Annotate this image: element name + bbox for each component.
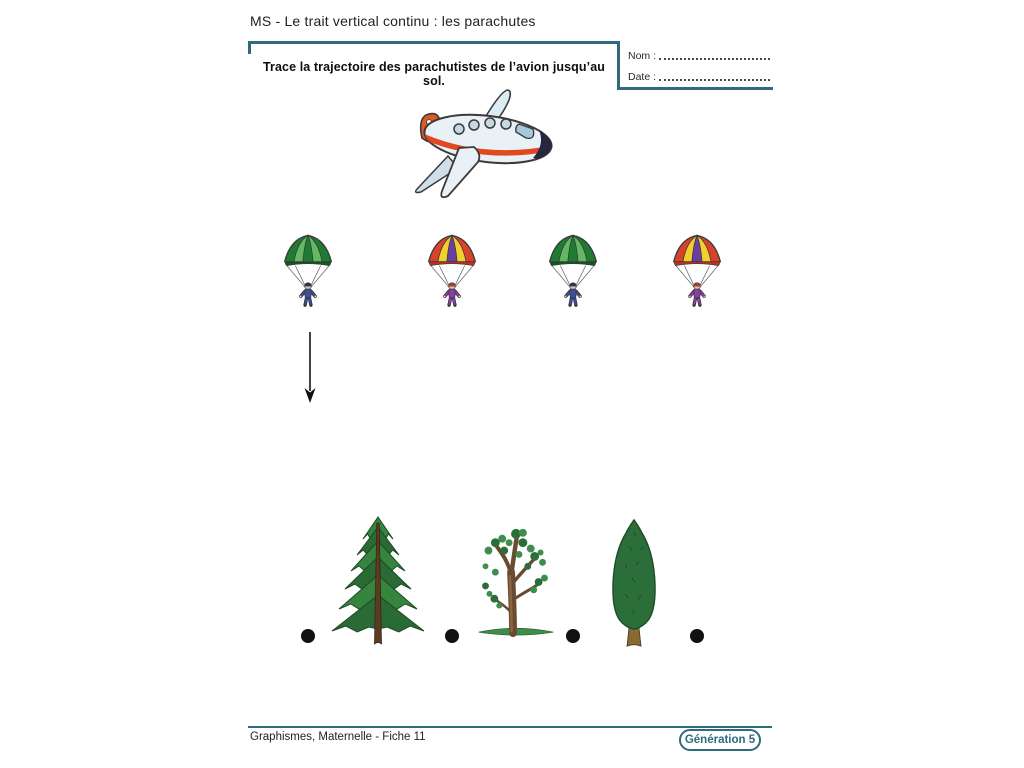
name-box-left-rule bbox=[617, 41, 620, 90]
parachute-icon bbox=[421, 232, 483, 310]
footer-text: Graphismes, Maternelle - Fiche 11 bbox=[250, 731, 426, 743]
airplane-illustration bbox=[412, 88, 562, 208]
fir-tree-icon bbox=[328, 513, 428, 648]
name-write-line bbox=[659, 58, 770, 60]
name-box-bottom-rule bbox=[617, 87, 773, 90]
header-left-tick bbox=[248, 41, 251, 54]
date-write-line bbox=[659, 79, 770, 81]
landing-dot-4 bbox=[690, 629, 704, 643]
instruction-text: Trace la trajectoire des parachutistes de l’avion jusqu’au sol. bbox=[262, 60, 606, 88]
parachutist-1-green bbox=[277, 232, 339, 310]
example-trace-arrow bbox=[303, 331, 317, 404]
parachutist-2-multicolor bbox=[421, 232, 483, 310]
name-label: Nom : bbox=[628, 50, 657, 62]
parachutist-3-green bbox=[542, 232, 604, 310]
footer-rule bbox=[248, 726, 772, 728]
parachute-icon bbox=[277, 232, 339, 310]
header-top-rule bbox=[248, 41, 620, 44]
airplane-icon bbox=[412, 88, 562, 208]
date-field-row bbox=[628, 68, 770, 83]
parachute-icon bbox=[666, 232, 728, 310]
name-field-row bbox=[628, 47, 770, 62]
parachutist-4-multicolor bbox=[666, 232, 728, 310]
deciduous-tree-illustration bbox=[471, 523, 561, 641]
cypress-tree-illustration bbox=[599, 517, 669, 650]
landing-dot-3 bbox=[566, 629, 580, 643]
cypress-tree-icon bbox=[599, 517, 669, 650]
deciduous-tree-icon bbox=[471, 523, 561, 641]
landing-dot-2 bbox=[445, 629, 459, 643]
parachute-icon bbox=[542, 232, 604, 310]
page-title: MS - Le trait vertical continu : les parachutes bbox=[250, 13, 536, 29]
fir-tree-illustration bbox=[328, 513, 428, 648]
publisher-badge: Génération 5 bbox=[679, 729, 761, 751]
date-label: Date : bbox=[628, 71, 657, 83]
down-arrow-icon bbox=[303, 331, 317, 404]
landing-dot-1 bbox=[301, 629, 315, 643]
